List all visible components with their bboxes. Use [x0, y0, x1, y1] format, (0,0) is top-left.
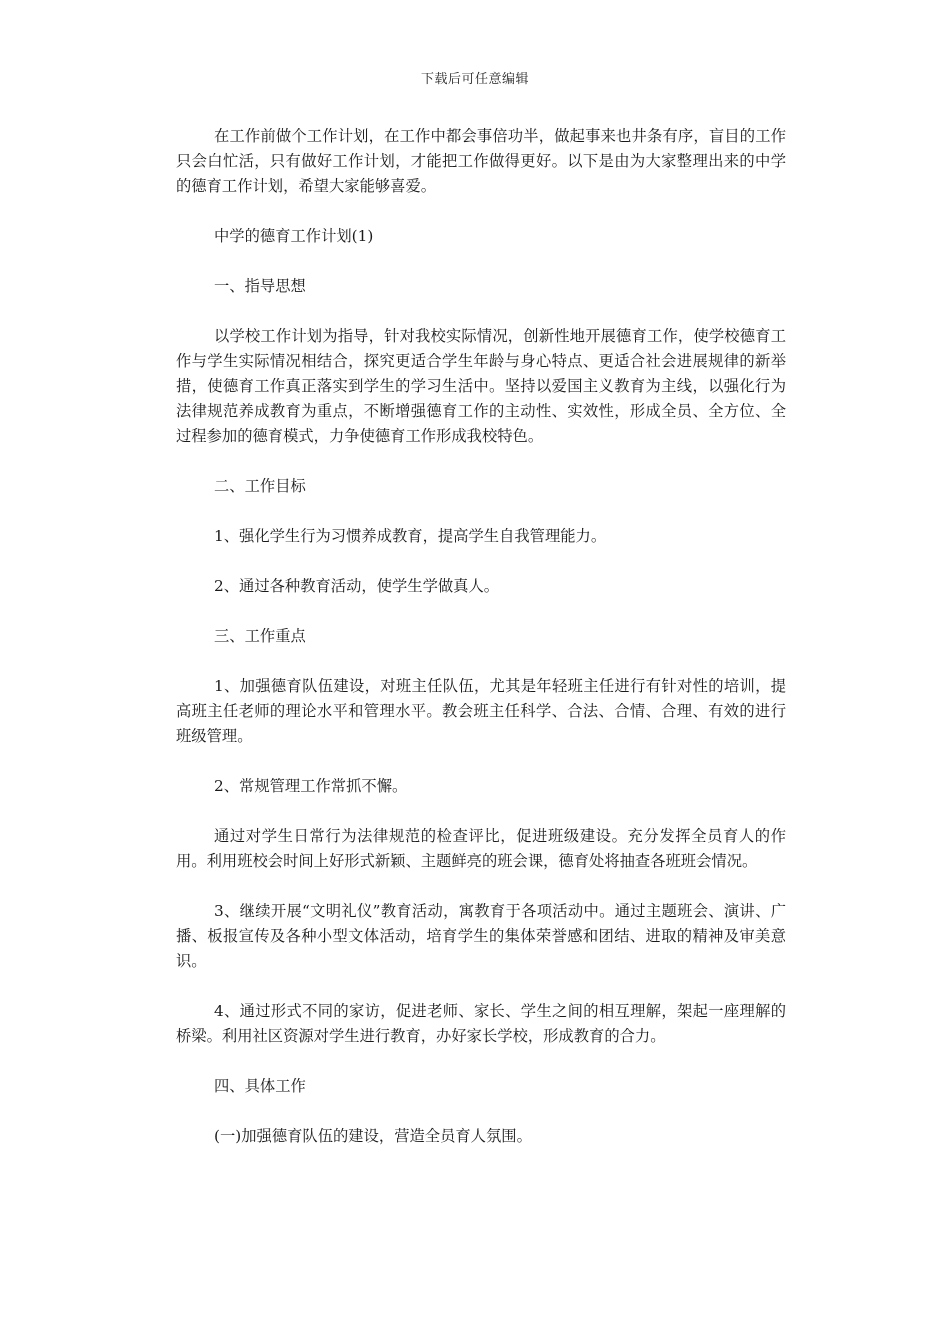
section-heading-work-goals: 二、工作目标 [214, 477, 306, 495]
section-heading-guiding-thought: 一、指导思想 [214, 277, 306, 295]
intro-paragraph: 在工作前做个工作计划，在工作中都会事倍功半，做起事来也井条有序，盲目的工作只会白忙活，只有做好工作计划，才能把工作做得更好。以下是由为大家整理出来的中学的德育工作计划，希望大家能够喜爱。 [176, 127, 786, 195]
section-heading-specific-work: 四、具体工作 [214, 1077, 306, 1095]
work-focus-item-2-body: 通过对学生日常行为法律规范的检查评比，促进班级建设。充分发挥全员育人的作用。利用班校会时间上好形式新颖、主题鲜亮的班会课，德育处将抽查各班班会情况。 [176, 827, 786, 870]
work-goal-item-2: 2、通过各种教育活动，使学生学做真人。 [214, 577, 500, 595]
specific-work-item-1: (一)加强德育队伍的建设，营造全员育人氛围。 [214, 1127, 532, 1145]
page-header: 下载后可任意编辑 [420, 72, 529, 87]
document-body [176, 124, 786, 1174]
work-goal-item-1: 1、强化学生行为习惯养成教育，提高学生自我管理能力。 [214, 527, 607, 545]
work-focus-item-4: 4、通过形式不同的家访，促进老师、家长、学生之间的相互理解，架起一座理解的桥梁。利用社区资源对学生进行教育，办好家长学校，形成教育的合力。 [176, 1002, 786, 1045]
section-heading-work-focus: 三、工作重点 [214, 627, 306, 645]
work-focus-item-1: 1、加强德育队伍建设，对班主任队伍，尤其是年轻班主任进行有针对性的培训，提高班主任老师的理论水平和管理水平。教会班主任科学、合法、合情、合理、有效的进行班级管理。 [176, 677, 786, 745]
guiding-thought-paragraph: 以学校工作计划为指导，针对我校实际情况，创新性地开展德育工作，使学校德育工作与学生实际情况相结合，探究更适合学生年龄与身心特点、更适合社会进展规律的新举措，使德育工作真正落实到学生的学习生活中。坚持以爱国主义教育为主线，以强化行为法律规范养成教育为重点，不断增强德育工作的主动性、实效性，形成全员、全方位、全过程参加的德育模式，力争使德育工作形成我校特色。 [176, 327, 786, 445]
work-focus-item-2: 2、常规管理工作常抓不懈。 [214, 777, 408, 795]
document-title: 中学的德育工作计划(1) [214, 227, 374, 245]
work-focus-item-3: 3、继续开展“文明礼仪”教育活动，寓教育于各项活动中。通过主题班会、演讲、广播、板报宣传及各种小型文体活动，培育学生的集体荣誉感和团结、进取的精神及审美意识。 [176, 902, 786, 970]
